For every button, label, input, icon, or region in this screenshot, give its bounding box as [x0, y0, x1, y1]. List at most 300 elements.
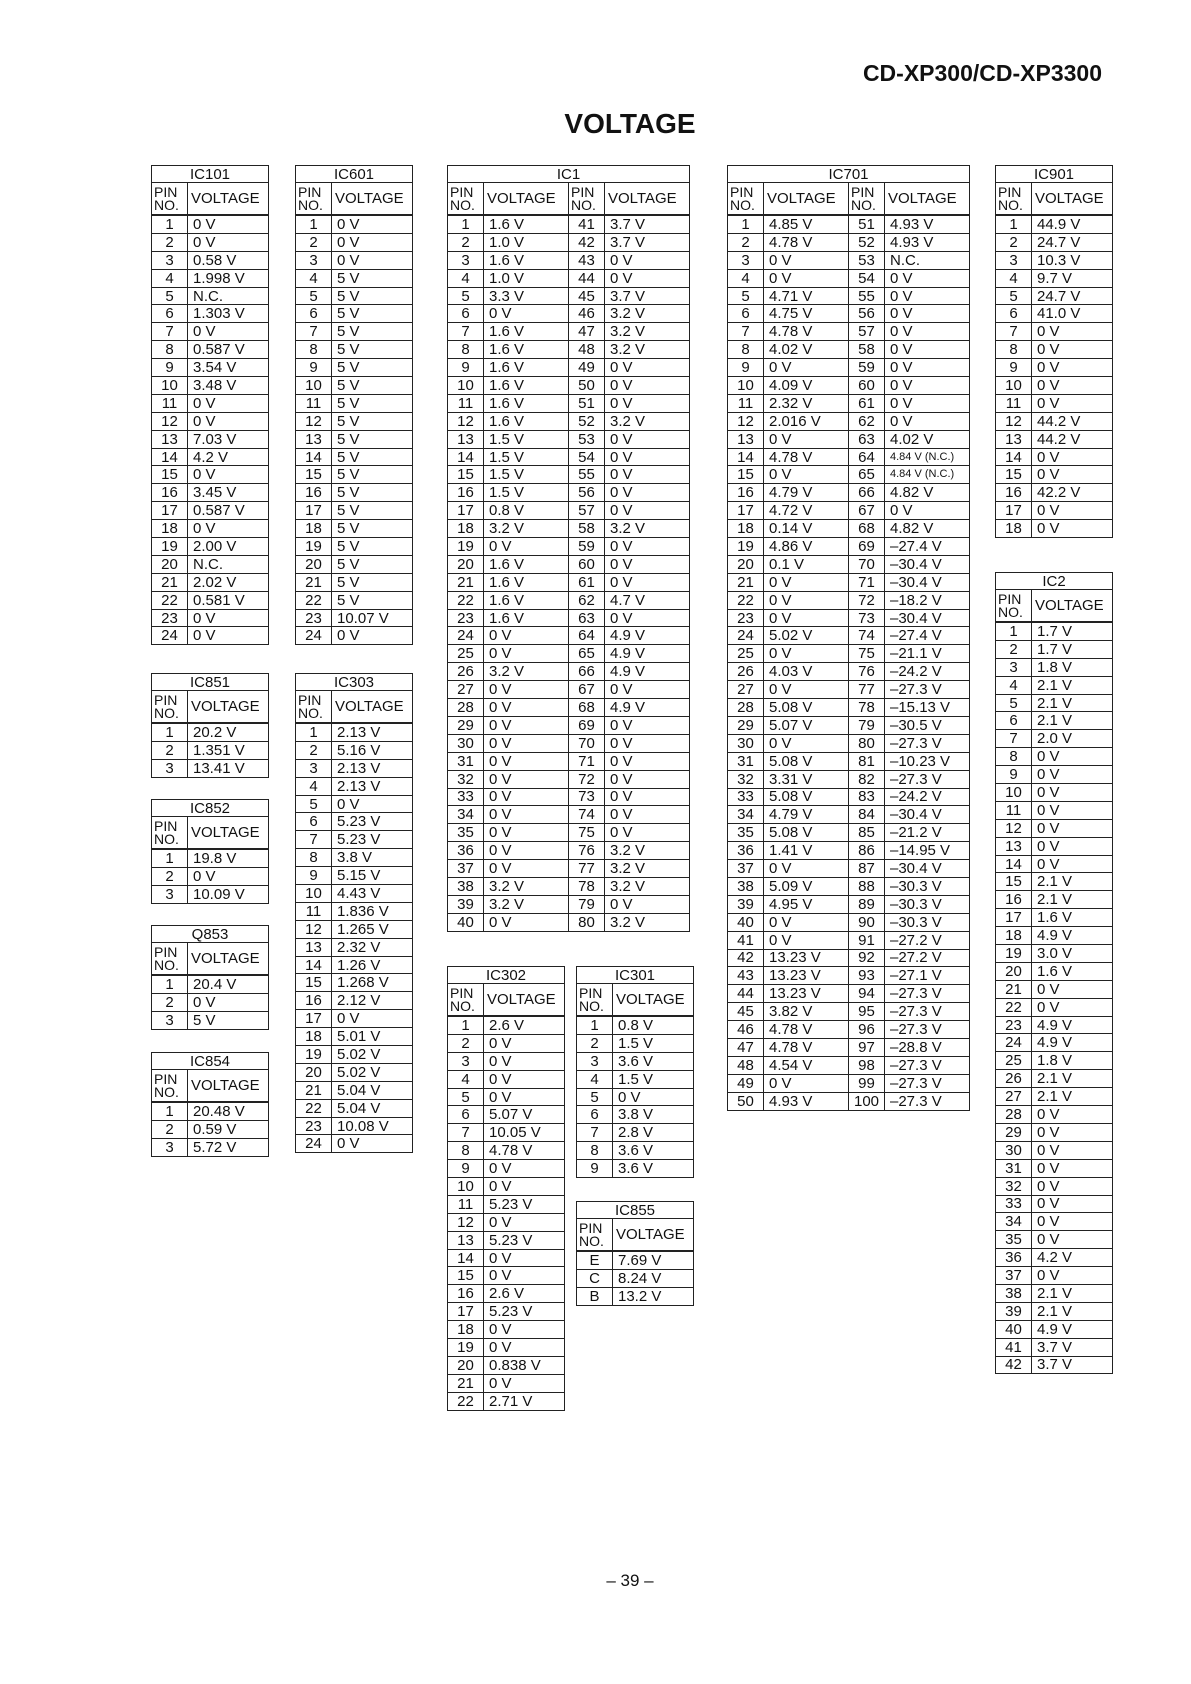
voltage-header	[188, 691, 269, 724]
voltage-value: 1.351 V	[188, 741, 269, 759]
pin-number: 10	[152, 377, 188, 395]
pin-number: 1	[296, 215, 332, 233]
pin-number: 39	[448, 895, 484, 913]
table-row	[996, 359, 1113, 377]
table-row	[728, 573, 970, 591]
voltage-value: 24.7 V	[1032, 287, 1113, 305]
voltage-value: –24.2 V	[885, 663, 970, 681]
table-row	[448, 1195, 565, 1213]
pin-header-line: PIN	[154, 817, 178, 834]
table-row	[728, 913, 970, 931]
voltage-value: 0 V	[605, 770, 690, 788]
table-row	[728, 895, 970, 913]
table-row	[448, 215, 690, 233]
voltage-value: 5 V	[332, 430, 413, 448]
ic-name: IC854	[152, 1053, 269, 1070]
voltage-value: 0 V	[332, 1010, 413, 1028]
voltage-value: 1.6 V	[484, 215, 569, 233]
voltage-table	[447, 966, 565, 1411]
voltage-value: 0 V	[188, 609, 269, 627]
table-row	[296, 920, 413, 938]
pin-number: 19	[152, 538, 188, 556]
table-ic901	[995, 165, 1112, 538]
voltage-value: –10.23 V	[885, 752, 970, 770]
pin-header-line: NO.	[579, 997, 604, 1014]
voltage-value: 0 V	[484, 627, 569, 645]
table-row	[728, 931, 970, 949]
pin-number: 17	[996, 909, 1032, 927]
voltage-value: 0.587 V	[188, 502, 269, 520]
pin-number: 10	[728, 377, 764, 395]
table-row	[448, 1303, 565, 1321]
voltage-value: 0 V	[484, 1339, 565, 1357]
table-row	[448, 609, 690, 627]
pin-number: 4	[296, 777, 332, 795]
voltage-value: 0 V	[1032, 341, 1113, 359]
voltage-value: 2.1 V	[1032, 873, 1113, 891]
table-row	[728, 1092, 970, 1110]
table-q853	[151, 925, 268, 1030]
pin-number: 1	[996, 622, 1032, 640]
voltage-value: 3.2 V	[484, 877, 569, 895]
voltage-value: 42.2 V	[1032, 484, 1113, 502]
pin-number: 4	[448, 1070, 484, 1088]
pin-number: 4	[996, 269, 1032, 287]
voltage-value: 0 V	[1032, 819, 1113, 837]
voltage-header	[1032, 183, 1113, 216]
pin-number: 18	[728, 520, 764, 538]
pin-number: 7	[448, 1124, 484, 1142]
pin-header-line: NO.	[154, 830, 179, 847]
pin-number: 17	[296, 502, 332, 520]
voltage-value: 9.7 V	[1032, 269, 1113, 287]
voltage-header-label: VOLTAGE	[608, 190, 677, 207]
pin-number: 94	[849, 985, 885, 1003]
pin-number: 3	[152, 1138, 188, 1156]
voltage-value: 13.23 V	[764, 949, 849, 967]
pin-number: 35	[448, 824, 484, 842]
table-row	[996, 1231, 1113, 1249]
pin-number: 60	[569, 555, 605, 573]
voltage-table	[295, 165, 413, 645]
pin-number: 16	[996, 891, 1032, 909]
pin-number: 4	[728, 269, 764, 287]
pin-number: 12	[448, 1213, 484, 1231]
pin-number: 2	[152, 867, 188, 885]
pin-number: 1	[152, 215, 188, 233]
voltage-value: 4.93 V	[885, 215, 970, 233]
voltage-value: 20.48 V	[188, 1102, 269, 1120]
voltage-value: 44.2 V	[1032, 412, 1113, 430]
pin-number: 2	[996, 233, 1032, 251]
pin-number: 20	[728, 555, 764, 573]
table-row	[152, 591, 269, 609]
pin-number: 17	[296, 1010, 332, 1028]
voltage-value: 4.9 V	[1032, 1034, 1113, 1052]
table-row	[728, 341, 970, 359]
table-row	[728, 1056, 970, 1074]
table-row	[728, 502, 970, 520]
voltage-value: 1.0 V	[484, 269, 569, 287]
voltage-value: 4.93 V	[764, 1092, 849, 1110]
voltage-value: 0 V	[1032, 837, 1113, 855]
voltage-value: 4.78 V	[764, 323, 849, 341]
pin-no-header	[152, 183, 188, 216]
pin-number: 1	[152, 723, 188, 741]
voltage-value: 2.71 V	[484, 1392, 565, 1410]
table-row	[996, 1123, 1113, 1141]
pin-number: 22	[728, 591, 764, 609]
voltage-value: 2.1 V	[1032, 1302, 1113, 1320]
table-row	[152, 867, 269, 885]
pin-number: 44	[728, 985, 764, 1003]
ic-name: IC855	[577, 1202, 694, 1219]
table-row	[296, 233, 413, 251]
pin-number: 7	[728, 323, 764, 341]
pin-number: 28	[728, 699, 764, 717]
table-row	[448, 430, 690, 448]
pin-number: 22	[296, 591, 332, 609]
pin-number: 38	[448, 877, 484, 895]
voltage-value: 5 V	[332, 394, 413, 412]
voltage-table	[727, 165, 970, 1111]
voltage-value: N.C.	[188, 287, 269, 305]
pin-number: 19	[728, 538, 764, 556]
pin-number: 6	[448, 1106, 484, 1124]
voltage-value: 0 V	[1032, 766, 1113, 784]
table-row	[996, 730, 1113, 748]
voltage-header	[1032, 590, 1113, 623]
pin-number: 15	[728, 466, 764, 484]
voltage-value: 0 V	[484, 770, 569, 788]
table-row	[996, 837, 1113, 855]
table-row	[448, 412, 690, 430]
pin-number: 11	[996, 801, 1032, 819]
voltage-value: –30.4 V	[885, 555, 970, 573]
voltage-value: 0.8 V	[484, 502, 569, 520]
pin-number: 10	[296, 885, 332, 903]
table-row	[152, 412, 269, 430]
pin-number: 75	[569, 824, 605, 842]
table-row	[996, 1267, 1113, 1285]
voltage-value: 2.1 V	[1032, 1088, 1113, 1106]
table-row	[152, 573, 269, 591]
pin-number: 22	[152, 591, 188, 609]
pin-number: 6	[728, 305, 764, 323]
table-row	[996, 766, 1113, 784]
table-row	[296, 502, 413, 520]
voltage-value: 3.7 V	[605, 215, 690, 233]
table-row	[996, 855, 1113, 873]
pin-number: 13	[296, 938, 332, 956]
pin-number: 11	[996, 394, 1032, 412]
table-row	[152, 1102, 269, 1120]
table-row	[448, 1124, 565, 1142]
voltage-value: 4.79 V	[764, 484, 849, 502]
pin-number: 32	[448, 770, 484, 788]
pin-header-line: NO.	[154, 704, 179, 721]
table-row	[448, 1070, 565, 1088]
table-row	[728, 699, 970, 717]
voltage-value: 13.23 V	[764, 985, 849, 1003]
pin-no-header	[448, 183, 484, 216]
table-row	[996, 891, 1113, 909]
pin-number: 53	[849, 251, 885, 269]
table-row	[448, 627, 690, 645]
voltage-value: 10.07 V	[332, 609, 413, 627]
voltage-value: 0 V	[188, 867, 269, 885]
table-row	[296, 1135, 413, 1153]
voltage-value: –27.3 V	[885, 681, 970, 699]
table-row	[996, 622, 1113, 640]
voltage-value: 0 V	[764, 1074, 849, 1092]
voltage-value: 2.00 V	[188, 538, 269, 556]
table-row	[152, 502, 269, 520]
voltage-table	[151, 673, 269, 778]
voltage-value: 0 V	[188, 394, 269, 412]
pin-number: 10	[996, 377, 1032, 395]
voltage-value: 4.9 V	[605, 699, 690, 717]
pin-number: 20	[296, 555, 332, 573]
pin-header-line: NO.	[298, 704, 323, 721]
pin-number: 34	[448, 806, 484, 824]
voltage-value: 0 V	[484, 806, 569, 824]
pin-no-header	[152, 817, 188, 850]
voltage-value: 0 V	[484, 734, 569, 752]
table-row	[296, 359, 413, 377]
voltage-value: 1.6 V	[484, 609, 569, 627]
pin-number: 8	[152, 341, 188, 359]
table-row	[152, 609, 269, 627]
table-row	[296, 956, 413, 974]
voltage-value: 10.09 V	[188, 885, 269, 903]
table-row	[728, 752, 970, 770]
table-row	[996, 1177, 1113, 1195]
pin-header-line: PIN	[298, 183, 322, 200]
pin-number: 3	[152, 1011, 188, 1029]
table-row	[996, 502, 1113, 520]
table-row	[296, 777, 413, 795]
ic-name: IC1	[448, 166, 690, 183]
voltage-value: 0.587 V	[188, 341, 269, 359]
pin-number: 96	[849, 1021, 885, 1039]
pin-number: 19	[296, 538, 332, 556]
voltage-value: 3.0 V	[1032, 945, 1113, 963]
pin-number: 8	[996, 341, 1032, 359]
voltage-value: 0 V	[885, 502, 970, 520]
voltage-value: 1.0 V	[484, 233, 569, 251]
table-row	[296, 377, 413, 395]
pin-number: 79	[569, 895, 605, 913]
table-row	[448, 1178, 565, 1196]
voltage-value: 5 V	[332, 269, 413, 287]
voltage-value: 44.2 V	[1032, 430, 1113, 448]
table-row	[296, 849, 413, 867]
pin-header-line: NO.	[571, 196, 596, 213]
table-row	[152, 215, 269, 233]
pin-number: E	[577, 1251, 613, 1269]
table-row	[996, 1195, 1113, 1213]
table-row	[448, 860, 690, 878]
voltage-value: 3.7 V	[1032, 1338, 1113, 1356]
voltage-value: 0 V	[484, 1034, 565, 1052]
voltage-value: 5.04 V	[332, 1099, 413, 1117]
voltage-value: 4.78 V	[764, 233, 849, 251]
table-row	[728, 377, 970, 395]
table-row	[296, 795, 413, 813]
pin-number: 49	[569, 359, 605, 377]
voltage-value: 5.15 V	[332, 867, 413, 885]
voltage-value: 2.1 V	[1032, 676, 1113, 694]
pin-number: 87	[849, 860, 885, 878]
table-row	[296, 341, 413, 359]
pin-number: 13	[448, 430, 484, 448]
voltage-value: 5 V	[332, 377, 413, 395]
ic-name: IC2	[996, 573, 1113, 590]
voltage-value: –27.3 V	[885, 985, 970, 1003]
voltage-header	[885, 183, 970, 216]
table-row	[448, 1052, 565, 1070]
voltage-value: 0 V	[605, 609, 690, 627]
pin-number: 33	[996, 1195, 1032, 1213]
pin-number: 67	[569, 681, 605, 699]
table-row	[152, 287, 269, 305]
pin-header-line: PIN	[298, 691, 322, 708]
pin-number: 7	[448, 323, 484, 341]
voltage-value: 0 V	[188, 466, 269, 484]
voltage-value: 0 V	[605, 251, 690, 269]
voltage-value: 0 V	[1032, 998, 1113, 1016]
pin-number: 8	[448, 341, 484, 359]
voltage-value: 0.58 V	[188, 251, 269, 269]
voltage-value: 0 V	[484, 913, 569, 931]
voltage-value: 0 V	[885, 341, 970, 359]
table-row	[728, 251, 970, 269]
pin-no-header	[296, 691, 332, 724]
voltage-value: 0 V	[1032, 520, 1113, 538]
pin-number: 12	[996, 819, 1032, 837]
pin-number: 73	[569, 788, 605, 806]
pin-number: 90	[849, 913, 885, 931]
voltage-value: 5.08 V	[764, 824, 849, 842]
pin-number: 61	[849, 394, 885, 412]
pin-number: 8	[996, 748, 1032, 766]
voltage-header-label: VOLTAGE	[191, 190, 260, 207]
pin-header-line: PIN	[730, 183, 754, 200]
table-row	[996, 377, 1113, 395]
page-title: VOLTAGE	[564, 108, 696, 139]
pin-header-line: NO.	[154, 956, 179, 973]
table-row	[296, 269, 413, 287]
voltage-header	[613, 1219, 694, 1252]
pin-number: 12	[152, 412, 188, 430]
pin-number: 32	[996, 1177, 1032, 1195]
model-number: CD-XP300/CD-XP3300	[862, 60, 1102, 86]
pin-number: 91	[849, 931, 885, 949]
voltage-value: 2.13 V	[332, 759, 413, 777]
table-row	[996, 909, 1113, 927]
table-row	[996, 412, 1113, 430]
voltage-value: 1.6 V	[484, 359, 569, 377]
voltage-value: 24.7 V	[1032, 233, 1113, 251]
pin-no-header	[296, 183, 332, 216]
pin-number: 54	[849, 269, 885, 287]
pin-number: 23	[728, 609, 764, 627]
voltage-value: 0 V	[605, 484, 690, 502]
voltage-value: 0 V	[188, 993, 269, 1011]
voltage-value: 0 V	[484, 1088, 565, 1106]
pin-number: 13	[448, 1231, 484, 1249]
voltage-value: 4.71 V	[764, 287, 849, 305]
voltage-value: 5.02 V	[332, 1046, 413, 1064]
table-row	[728, 412, 970, 430]
table-row	[152, 759, 269, 777]
voltage-value: N.C.	[188, 555, 269, 573]
voltage-value: 0 V	[605, 824, 690, 842]
pin-number: 2	[448, 233, 484, 251]
table-row	[728, 1003, 970, 1021]
pin-number: 21	[296, 1081, 332, 1099]
voltage-value: 4.09 V	[764, 377, 849, 395]
pin-header-line: NO.	[298, 196, 323, 213]
pin-number: 2	[152, 993, 188, 1011]
voltage-value: 0 V	[1032, 1267, 1113, 1285]
table-row	[728, 466, 970, 484]
table-row	[296, 573, 413, 591]
pin-number: 20	[996, 962, 1032, 980]
pin-number: 5	[152, 287, 188, 305]
table-row	[448, 555, 690, 573]
voltage-value: 0 V	[484, 1052, 565, 1070]
voltage-value: 5 V	[332, 448, 413, 466]
pin-number: 34	[728, 806, 764, 824]
pin-number: 69	[569, 716, 605, 734]
voltage-value: 0 V	[332, 233, 413, 251]
voltage-value: 3.2 V	[605, 520, 690, 538]
pin-number: 37	[728, 860, 764, 878]
table-row	[448, 1088, 565, 1106]
pin-number: 25	[728, 645, 764, 663]
voltage-value: 0 V	[605, 377, 690, 395]
pin-number: 11	[296, 902, 332, 920]
table-row	[996, 1320, 1113, 1338]
voltage-value: 4.79 V	[764, 806, 849, 824]
pin-no-header	[152, 691, 188, 724]
pin-number: 11	[448, 394, 484, 412]
pin-number: 3	[728, 251, 764, 269]
pin-number: 17	[996, 502, 1032, 520]
pin-number: 82	[849, 770, 885, 788]
voltage-header	[332, 183, 413, 216]
voltage-value: 4.95 V	[764, 895, 849, 913]
table-row	[728, 323, 970, 341]
voltage-value: 1.265 V	[332, 920, 413, 938]
voltage-value: 0.581 V	[188, 591, 269, 609]
voltage-value: 3.2 V	[605, 913, 690, 931]
table-row	[448, 1016, 565, 1034]
pin-number: 16	[996, 484, 1032, 502]
voltage-value: 2.1 V	[1032, 712, 1113, 730]
pin-number: 26	[996, 1070, 1032, 1088]
voltage-value: 0 V	[605, 269, 690, 287]
voltage-value: 5.23 V	[484, 1303, 565, 1321]
voltage-table	[995, 165, 1113, 538]
voltage-value: –21.2 V	[885, 824, 970, 842]
pin-number: 57	[849, 323, 885, 341]
table-row	[296, 448, 413, 466]
pin-number: 69	[849, 538, 885, 556]
voltage-table	[151, 925, 269, 1030]
